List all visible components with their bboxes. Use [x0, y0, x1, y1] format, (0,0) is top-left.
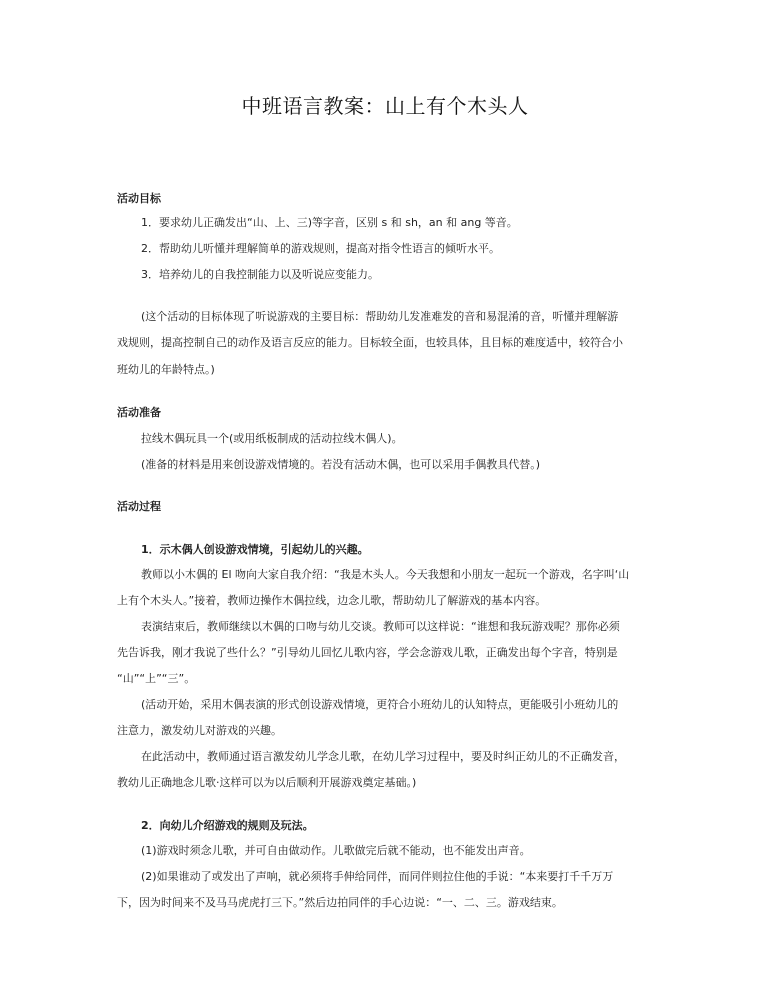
step1-line: 在此活动中，教师通过语言激发幼儿学念儿歌，在幼儿学习过程中，要及时纠正幼儿的不正确发音，: [141, 750, 625, 763]
step1-line: 表演结束后，教师继续以木偶的口吻与幼儿交谈。教师可以这样说：“谁想和我玩游戏呢？那你必须: [141, 620, 620, 633]
step2-line: (1)游戏时须念儿歌，并可自由做动作。儿歌做完后就不能动，也不能发出声音。: [141, 844, 531, 857]
section-heading-prep: 活动准备: [117, 406, 161, 419]
section-heading-goals: 活动目标: [117, 192, 161, 205]
step2-line: 下，因为时间来不及马马虎虎打三下。”然后边拍同伴的手心边说：“一、二、三。游戏结束。: [117, 896, 563, 909]
goal-note-line: (这个活动的目标体现了听说游戏的主要目标：帮助幼儿发准难发的音和易混淆的音，听懂并理解游: [141, 310, 619, 323]
step1-line: (活动开始，采用木偶表演的形式创设游戏情境，更符合小班幼儿的认知特点，更能吸引小班幼儿的: [141, 698, 619, 711]
goal-item-1: 1．要求幼儿正确发出“山、上、三)等字音，区别 s 和 sh，an 和 ang 等音。: [141, 216, 518, 229]
goal-note-line: 班幼儿的年龄特点。): [117, 363, 215, 376]
step1-line: 教幼儿正确地念儿歌·这样可以为以后顺利开展游戏奠定基础。): [117, 776, 417, 789]
step1-line: 教师以小木偶的 El 吻向大家自我介绍：“我是木头人。今天我想和小朋友一起玩一个游戏，名字叫‘山: [141, 568, 630, 581]
step1-line: “山”“上”“三”。: [117, 672, 196, 685]
page-title: 中班语言教案：山上有个木头人: [241, 94, 529, 118]
prep-line: 拉线木偶玩具一个(或用纸板制成的活动拉线木偶人)。: [141, 432, 403, 445]
step2-line: (2)如果谁动了或发出了声响，就必须将手伸给同伴，而同伴则拉住他的手说：“本来要打千千万万: [141, 870, 614, 883]
goal-item-2: 2．帮助幼儿听懂并理解简单的游戏规则，提高对指令性语言的倾听水平。: [141, 242, 500, 255]
section-heading-process: 活动过程: [117, 500, 161, 513]
prep-line: (准备的材料是用来创设游戏情境的。若没有活动木偶，也可以采用手偶教具代替。): [141, 458, 541, 471]
process-step-2-title: 2．向幼儿介绍游戏的规则及玩法。: [141, 819, 314, 832]
step1-line: 先告诉我，刚才我说了些什么？”引导幼儿回忆儿歌内容，学会念游戏儿歌，正确发出每个字音，特别是: [117, 646, 618, 659]
goal-item-3: 3．培养幼儿的自我控制能力以及听说应变能力。: [141, 268, 379, 281]
process-step-1-title: 1．示木偶人创设游戏情境，引起幼儿的兴趣。: [141, 543, 369, 556]
step1-line: 注意力，激发幼儿对游戏的兴趣。: [117, 724, 282, 737]
step1-line: 上有个木头人。”接着，教师边操作木偶拉线，边念儿歌，帮助幼儿了解游戏的基本内容。: [117, 594, 547, 607]
goal-note-line: 戏规则，提高控制自己的动作及语言反应的能力。目标较全面，也较具体，且目标的难度适中，较符合小: [117, 336, 623, 349]
